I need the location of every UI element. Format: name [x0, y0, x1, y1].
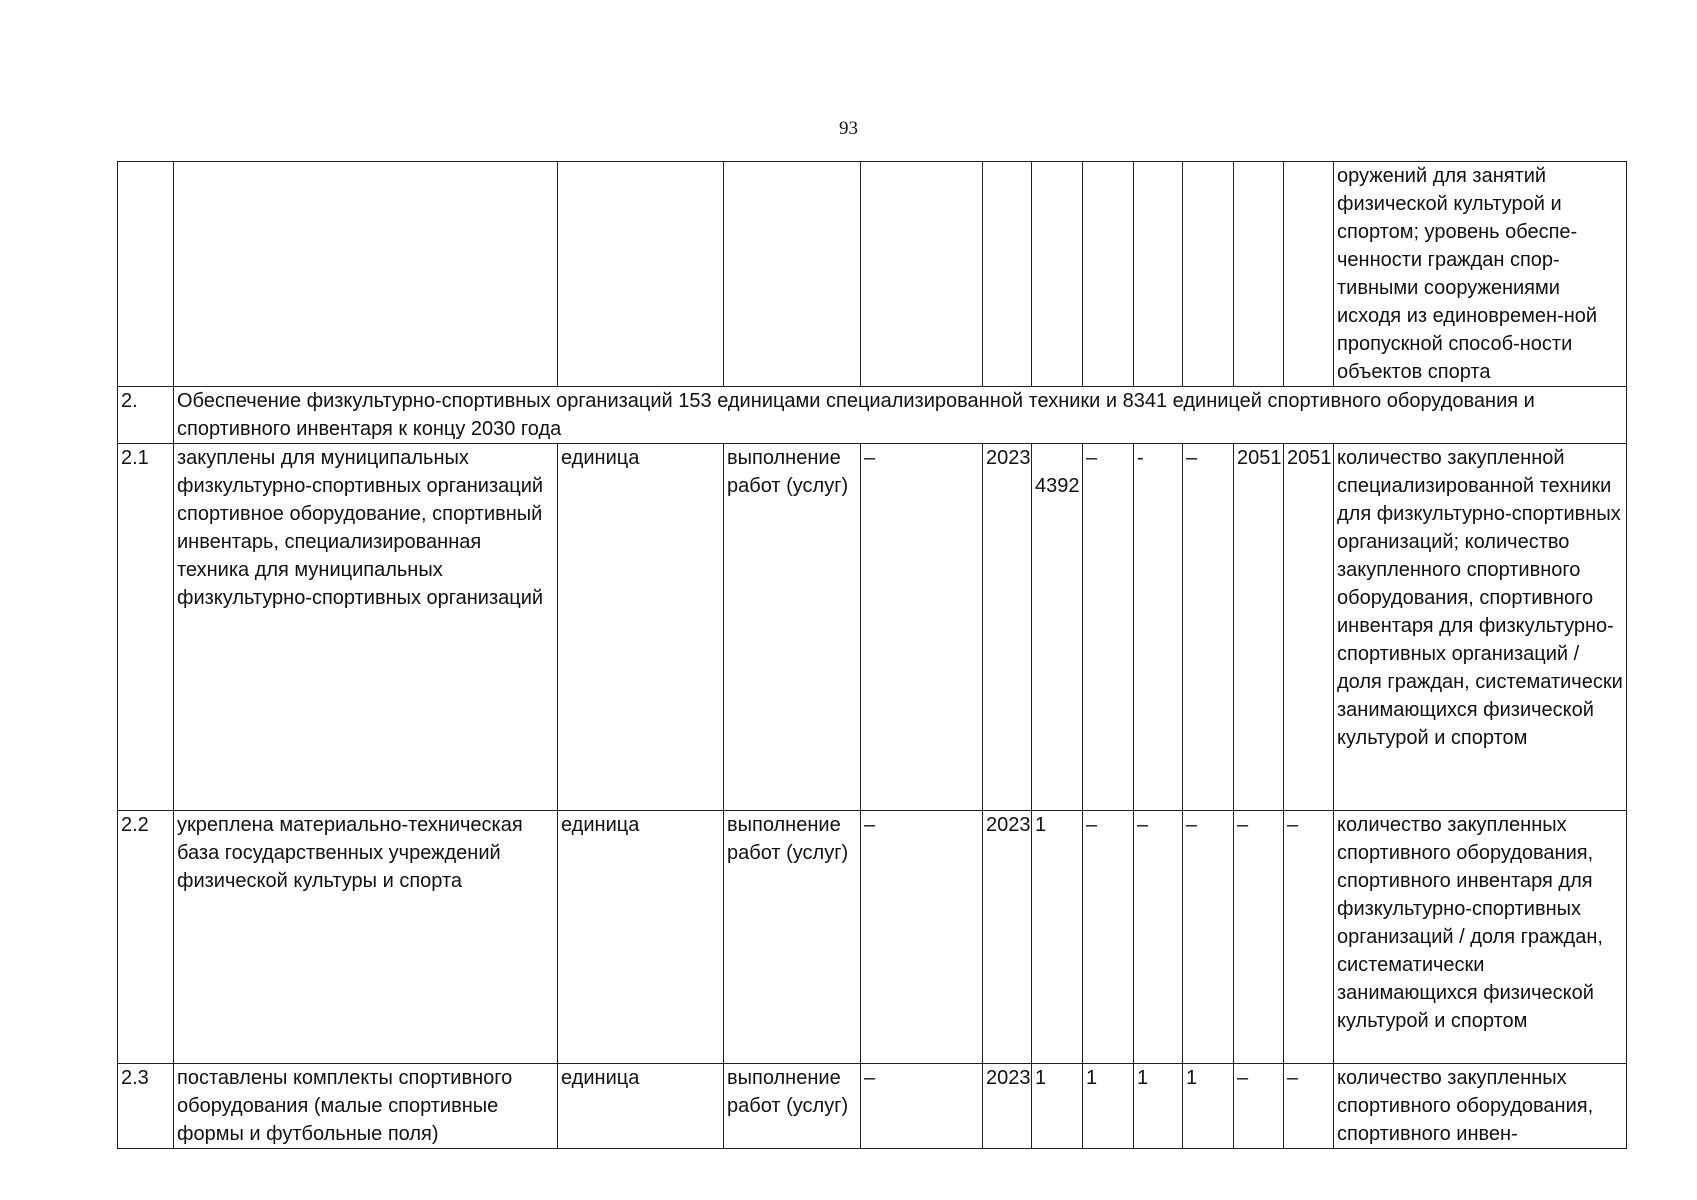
- base-value-cell: –: [861, 1064, 983, 1149]
- row-number: 2.1: [118, 444, 174, 811]
- base-year-cell: 2023: [983, 1064, 1032, 1149]
- value-cell: 1: [1032, 1064, 1083, 1149]
- indicator-cell: количество закупленных спортивного оборудования, спортивного инвен-: [1334, 1064, 1627, 1149]
- value-cell: –: [1083, 811, 1134, 1064]
- value-cell: –: [1234, 811, 1284, 1064]
- value-cell: –: [1183, 811, 1234, 1064]
- results-table: [117, 161, 1627, 1149]
- type-cell: выполнение работ (услуг): [724, 811, 861, 1064]
- table-row: [118, 811, 1627, 1064]
- value-cell: 1: [1134, 1064, 1183, 1149]
- value-cell: 1: [1083, 1064, 1134, 1149]
- value-cell: 2051: [1234, 444, 1284, 811]
- base-value-cell: –: [861, 444, 983, 811]
- indicator-cell: оружений для занятий физической культурой и спортом; уровень обеспе-ченности граждан спор-тивными сооружениями исходя из единовремен-ной пропускной способ-ности объектов спорта: [1334, 162, 1627, 387]
- table-row: [118, 444, 1627, 811]
- row-number: 2.2: [118, 811, 174, 1064]
- indicator-cell: количество закупленных спортивного оборудования, спортивного инвентаря для физкультурно-спортивных организаций / доля граждан, систематически занимающихся физической культурой и спортом: [1334, 811, 1627, 1064]
- type-cell: выполнение работ (услуг): [724, 444, 861, 811]
- value-cell: –: [1284, 811, 1334, 1064]
- base-year-cell: 2023: [983, 811, 1032, 1064]
- unit-cell: единица: [558, 1064, 724, 1149]
- page-number: 93: [839, 118, 858, 139]
- row-number: 2.3: [118, 1064, 174, 1149]
- value-cell: –: [1284, 1064, 1334, 1149]
- table-row: [118, 1064, 1627, 1149]
- result-cell: поставлены комплекты спортивного оборудования (малые спортивные формы и футбольные поля): [174, 1064, 558, 1149]
- unit-cell: единица: [558, 811, 724, 1064]
- type-cell: выполнение работ (услуг): [724, 1064, 861, 1149]
- value-cell: [1032, 444, 1083, 811]
- base-year-cell: 2023: [983, 444, 1032, 811]
- value-cell: –: [1234, 1064, 1284, 1149]
- value-cell: 2051: [1284, 444, 1334, 811]
- value-text: 4392: [1035, 475, 1080, 497]
- value-cell: -: [1134, 444, 1183, 811]
- value-cell: –: [1134, 811, 1183, 1064]
- value-cell: 1: [1183, 1064, 1234, 1149]
- section-row: [118, 387, 1627, 444]
- section-number: 2.: [118, 387, 174, 444]
- unit-cell: единица: [558, 444, 724, 811]
- value-cell: –: [1083, 444, 1134, 811]
- result-cell: укреплена материально-техническая база государственных учреждений физической культуры и спорта: [174, 811, 558, 1064]
- value-cell: –: [1183, 444, 1234, 811]
- value-cell: 1: [1032, 811, 1083, 1064]
- continued-row: [118, 162, 1627, 387]
- indicator-cell: количество закупленной специализированной техники для физкультурно-спортивных организаций; количество закупленного спортивного оборудования, спортивного инвентаря для физкультурно-спортивных организаций / доля граждан, систематически занимающихся физической культурой и спортом: [1334, 444, 1627, 811]
- base-value-cell: –: [861, 811, 983, 1064]
- section-title: Обеспечение физкультурно-спортивных организаций 153 единицами специализированной техники и 8341 единицей спортивного оборудования и спортивного инвентаря к концу 2030 года: [174, 387, 1627, 444]
- result-cell: закуплены для муниципальных физкультурно-спортивных организаций спортивное оборудование, спортивный инвентарь, специализированная техника для муниципальных физкультурно-спортивных организаций: [174, 444, 558, 811]
